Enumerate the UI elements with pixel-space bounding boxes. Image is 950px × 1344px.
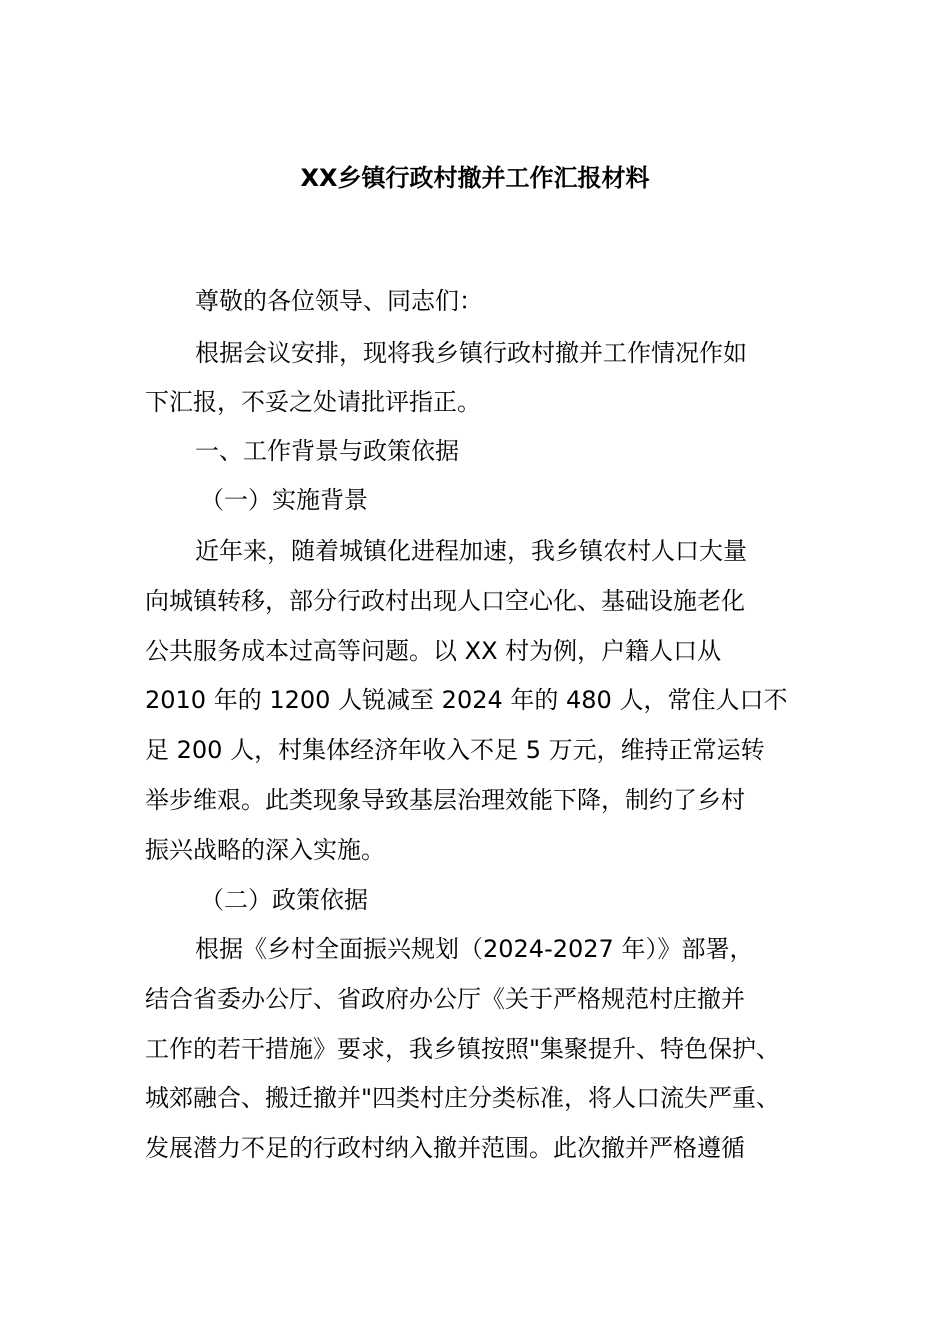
paragraph-line: 2010 年的 1200 人锐减至 2024 年的 480 人，常住人口不	[145, 686, 788, 714]
paragraph-line: 向城镇转移，部分行政村出现人口空心化、基础设施老化	[145, 587, 745, 615]
paragraph-line: 公共服务成本过高等问题。以 XX 村为例，户籍人口从	[145, 637, 722, 665]
paragraph-line: 工作的若干措施》要求，我乡镇按照"集聚提升、特色保护、	[145, 1035, 781, 1063]
paragraph-line: 发展潜力不足的行政村纳入撤并范围。此次撤并严格遵循	[145, 1134, 745, 1162]
subsection-heading: （二）政策依据	[200, 886, 368, 914]
paragraph-line: 下汇报，不妥之处请批评指正。	[145, 388, 481, 416]
salutation: 尊敬的各位领导、同志们：	[195, 287, 483, 315]
paragraph-line: 根据《乡村全面振兴规划（2024-2027 年）》部署，	[195, 935, 754, 963]
document-title: XX乡镇行政村撤并工作汇报材料	[300, 164, 650, 192]
paragraph-line: 举步维艰。此类现象导致基层治理效能下降，制约了乡村	[145, 786, 745, 814]
paragraph-line: 振兴战略的深入实施。	[145, 836, 385, 864]
paragraph-line: 近年来，随着城镇化进程加速，我乡镇农村人口大量	[195, 537, 747, 565]
subsection-heading: （一）实施背景	[200, 486, 368, 514]
paragraph-line: 足 200 人，村集体经济年收入不足 5 万元，维持正常运转	[145, 736, 765, 764]
paragraph-line: 结合省委办公厅、省政府办公厅《关于严格规范村庄撤并	[145, 985, 745, 1013]
paragraph-line: 根据会议安排，现将我乡镇行政村撤并工作情况作如	[195, 339, 747, 367]
paragraph-line: 城郊融合、搬迁撤并"四类村庄分类标准，将人口流失严重、	[145, 1084, 781, 1112]
section-heading: 一、工作背景与政策依据	[195, 437, 459, 465]
